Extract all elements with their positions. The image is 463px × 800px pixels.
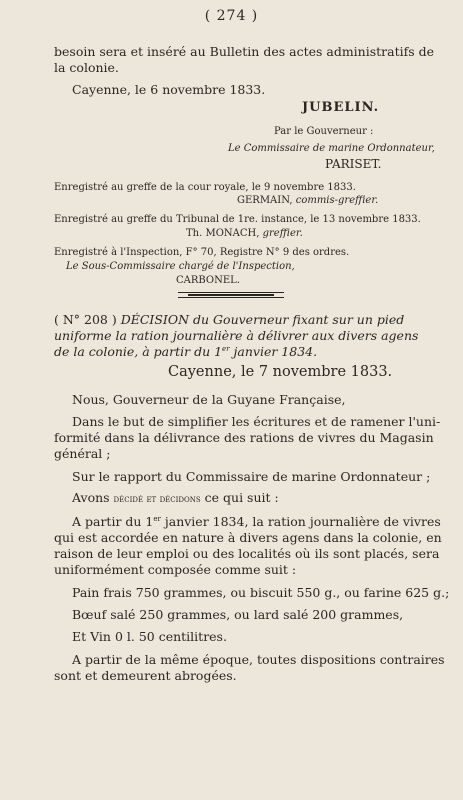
section-divider [188,294,274,296]
paragraph-4-rest: janvier 1834, la ration journalière de vivres [160,514,441,529]
paragraph-4-sup: er [153,515,161,523]
decision-heading-line-2: uniforme la ration journalière à délivrer aux divers agens [54,328,419,343]
decision-heading-line-3-end: janvier 1834. [229,344,318,359]
registration-1-name: GERMAIN, [237,195,293,206]
paragraph-4-line-3: raison de leur emploi ou des localités où ils sont placés, sera [54,546,440,561]
first-act-date: Cayenne, le 6 novembre 1833. [72,82,266,97]
decision-heading-line-3 [54,344,317,359]
paragraph-3-end: ce qui suit : [200,490,279,505]
par-le-gouverneur: Par le Gouverneur : [274,126,374,137]
registration-2-role: greffier. [262,228,303,239]
decision-title-start: DÉCISION du Gouverneur fixant sur un pied [120,312,405,327]
decision-number: ( N° 208 ) [54,312,117,327]
registration-1: Enregistré au greffe de la cour royale, le 9 novembre 1833. [54,182,356,193]
continuation-line-1: besoin sera et inséré au Bulletin des actes administratifs de [54,44,435,59]
paragraph-4-line-4: uniformément composée comme suit : [54,562,297,577]
decision-date: Cayenne, le 7 novembre 1833. [168,364,393,380]
continuation-line-2: la colonie. [54,60,119,75]
paragraph-3 [72,490,279,505]
decision-heading-line-3-text: de la colonie, à partir du 1 [54,344,223,359]
paragraph-1-line-2: formité dans la délivrance des rations de vivres du Magasin [54,430,434,445]
registration-1-signature [237,195,378,206]
registration-3-name: CARBONEL. [176,275,241,286]
registration-3-role: Le Sous-Commissaire chargé de l'Inspection, [66,261,295,272]
paragraph-4-line-2: qui est accordée en nature à divers agens dans la colonie, en [54,530,442,545]
registration-2-signature [186,228,303,239]
decision-heading-line-1 [54,312,404,327]
registration-2: Enregistré au greffe du Tribunal de 1re. instance, le 13 novembre 1833. [54,214,421,225]
decision-nous: Nous, Gouverneur de la Guyane Française, [72,392,346,407]
ration-item-3: Et Vin 0 l. 50 centilitres. [72,629,227,644]
paragraph-5-line-1: A partir de la même époque, toutes dispositions contraires [72,652,445,667]
commissaire-title: Le Commissaire de marine Ordonnateur, [228,143,435,154]
paragraph-1-line-1: Dans le but de simplifier les écritures et de ramener l'uni- [72,414,441,429]
paragraph-1-line-3: général ; [54,446,111,461]
decision-heading-sup: er [222,345,230,353]
registration-3: Enregistré à l'Inspection, F° 70, Registre N° 9 des ordres. [54,247,350,258]
paragraph-5-line-2: sont et demeurent abrogées. [54,668,237,683]
registration-2-name: Th. MONACH, [186,228,260,239]
signatory-name: JUBELIN. [302,100,380,115]
registration-1-role: commis-greffier. [295,195,379,206]
paragraph-2: Sur le rapport du Commissaire de marine Ordonnateur ; [72,469,431,484]
paragraph-4-line-1 [72,514,441,529]
ration-item-1: Pain frais 750 grammes, ou biscuit 550 g., ou farine 625 g.; [72,585,450,600]
ration-item-2: Bœuf salé 250 grammes, ou lard salé 200 grammes, [72,607,404,622]
paragraph-3-start: Avons [72,490,114,505]
paragraph-4-start: A partir du 1 [72,514,154,529]
paragraph-3-decide: décidé et décidons [113,493,201,505]
page-number: ( 274 ) [204,8,259,24]
commissaire-name: PARISET. [325,157,382,171]
